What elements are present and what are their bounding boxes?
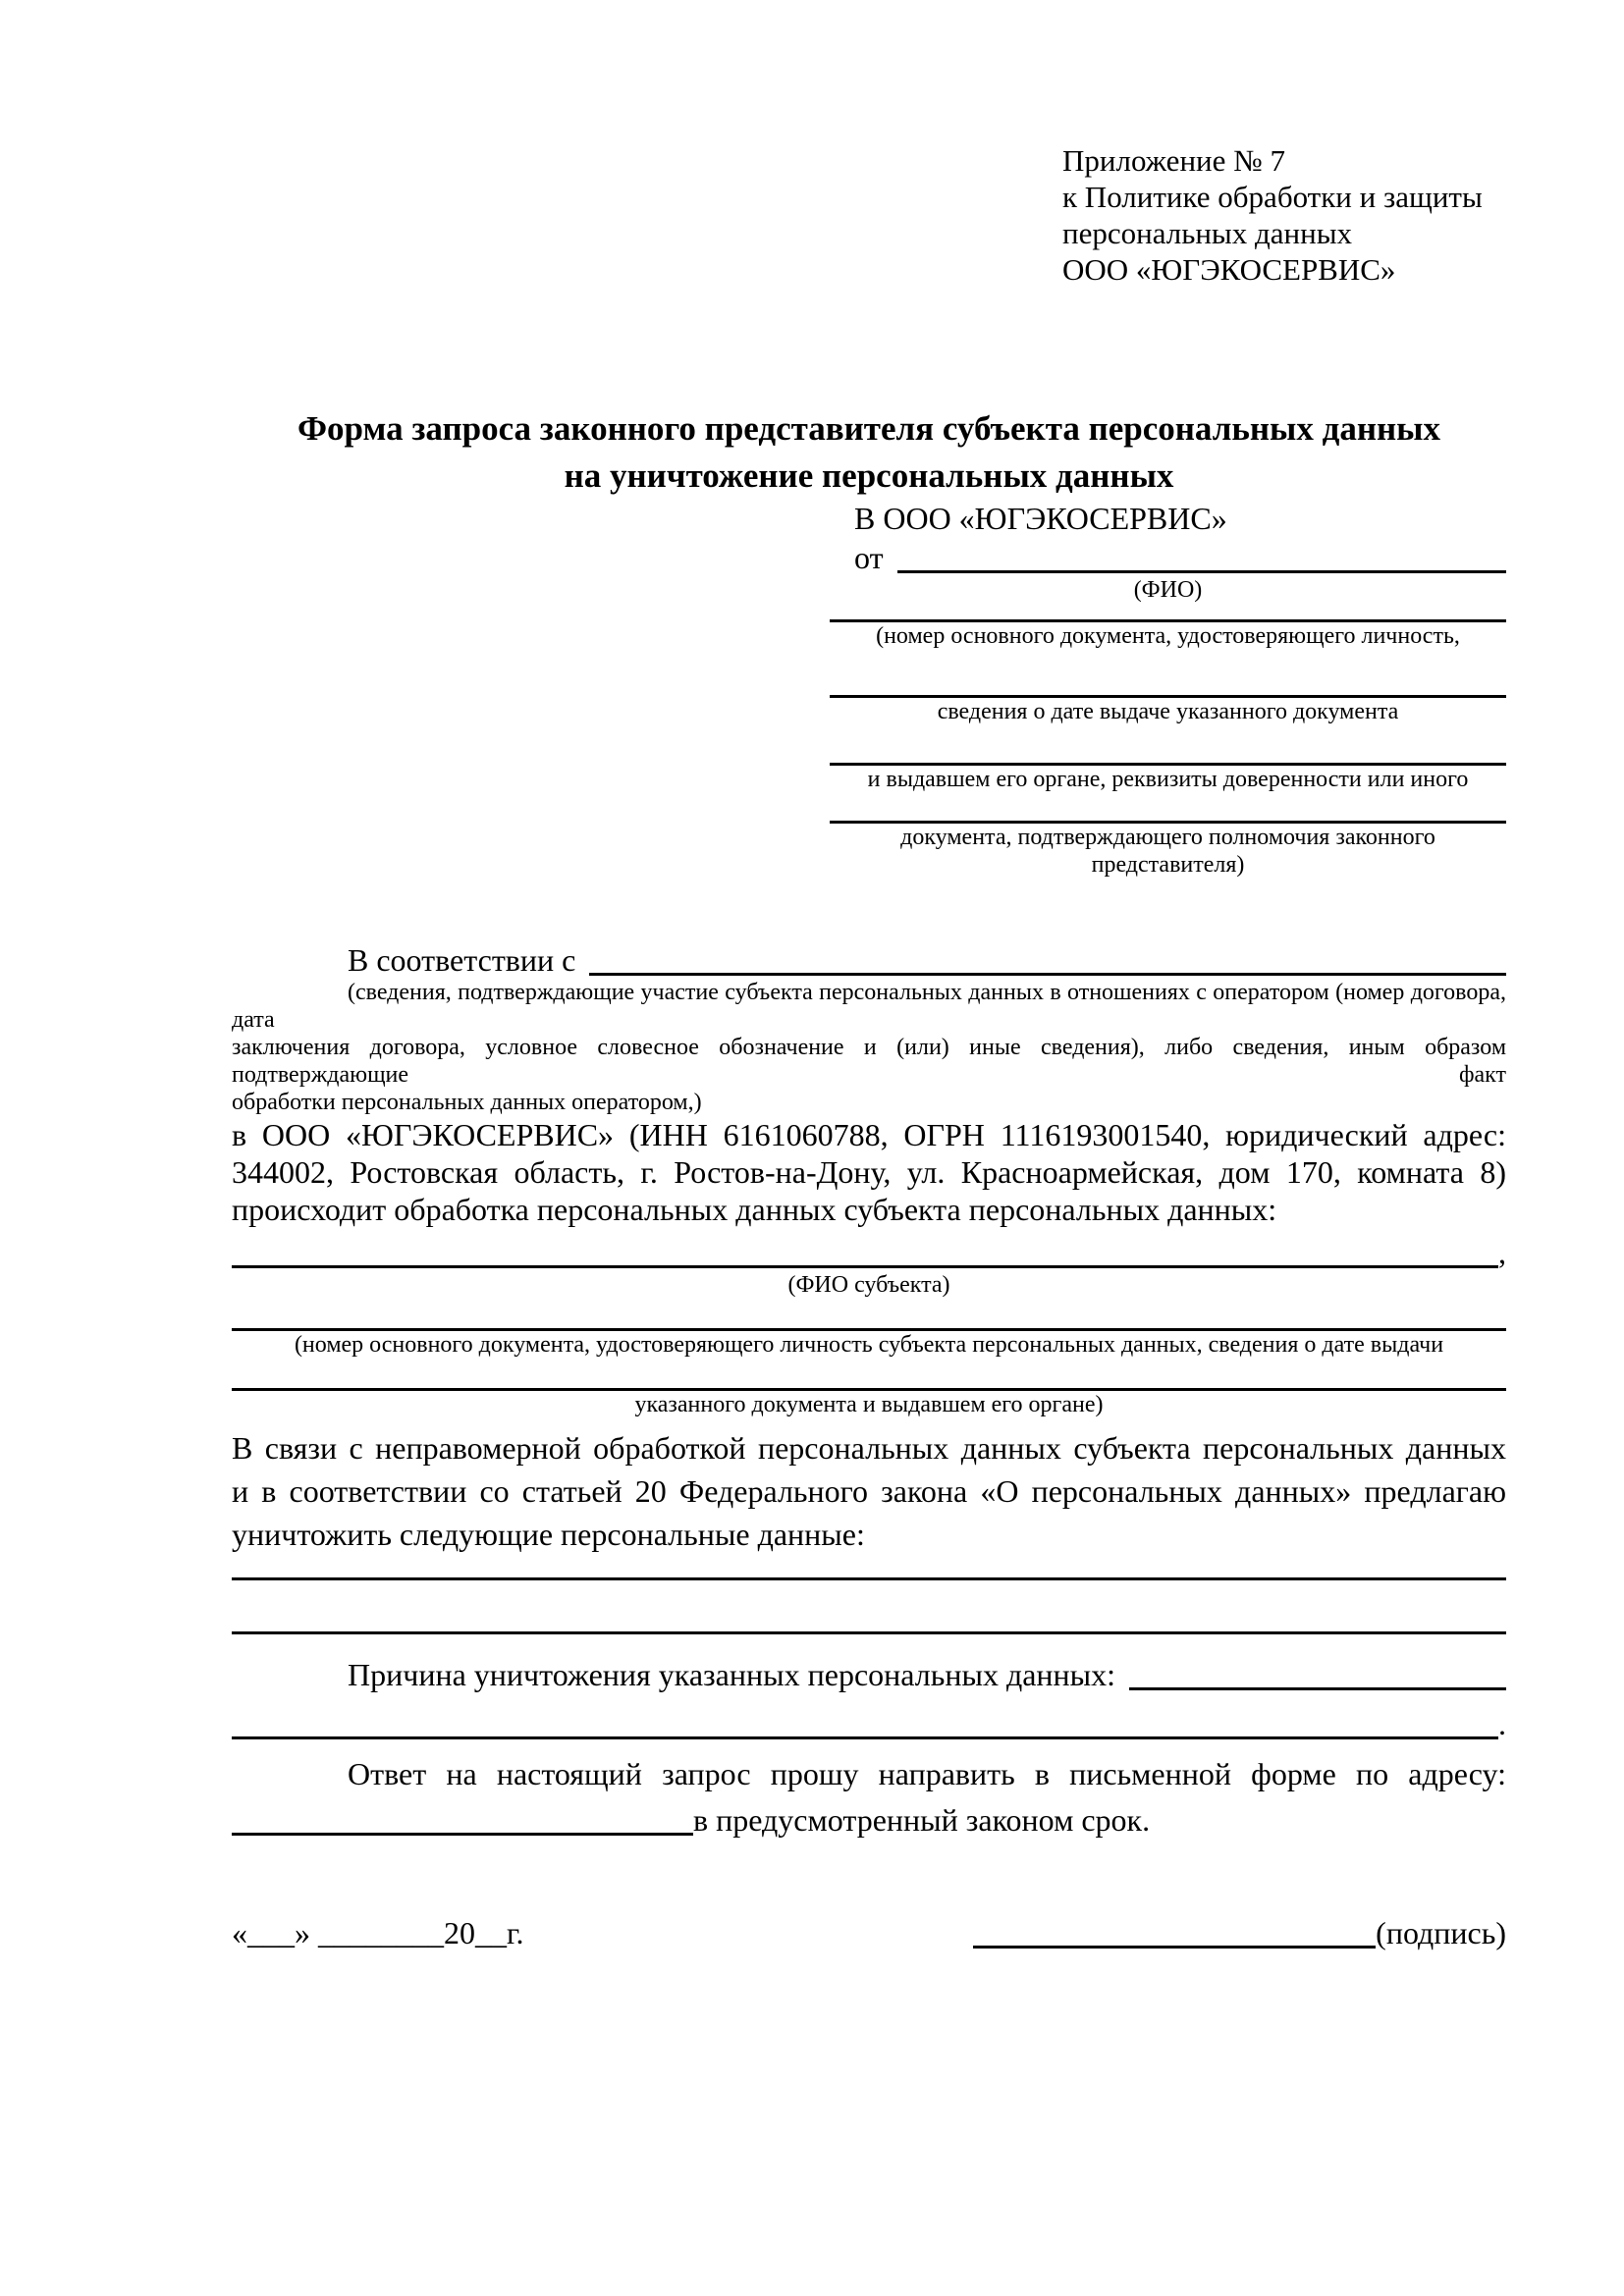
answer-tail: в предусмотренный законом срок. — [693, 1802, 1151, 1838]
blank-line-reason-2 — [232, 1736, 1498, 1739]
caption-line: заключения договора, условное словесное обозначение и (или) иные сведения), либо сведения, иным образом подтверждающие факт — [232, 1035, 1506, 1088]
blank-line-reason — [1129, 1687, 1506, 1690]
signature-caption: (подпись) — [1376, 1915, 1506, 1950]
footer-row — [232, 1915, 1506, 1951]
subject-document-caption-2: указанного документа и выдавшем его органе) — [634, 1392, 1104, 1417]
appendix-line: ООО «ЮГЭКОСЕРВИС» — [1062, 252, 1396, 287]
blank-line-data-to-destroy-1 — [232, 1577, 1506, 1580]
addressee-block — [830, 500, 1506, 879]
operator-paragraph — [232, 1116, 1506, 1228]
page-title-line-1: Форма запроса законного представителя субъекта персональных данных — [298, 409, 1440, 448]
blank-line-signature — [973, 1946, 1376, 1949]
blank-line-address — [232, 1833, 693, 1836]
blank-line-accordance — [589, 973, 1506, 976]
paragraph-line: уничтожить следующие персональные данные: — [232, 1517, 865, 1552]
blank-caption: и выдавшем его органе, реквизиты доверенности или иного — [867, 767, 1469, 792]
blank-caption: (номер основного документа, удостоверяющего личность, — [876, 623, 1460, 649]
blank-line-fio — [897, 570, 1506, 573]
page-title — [232, 405, 1506, 500]
subject-document-caption: (номер основного документа, удостоверяющего личность субъекта персональных данных, сведения о дате выдачи — [294, 1332, 1444, 1358]
fio-caption: (ФИО) — [1133, 577, 1203, 603]
body-line: происходит обработка персональных данных субъекта персональных данных: — [232, 1192, 1277, 1227]
appendix-block — [1062, 142, 1506, 288]
appendix-line: к Политике обработки и защиты — [1062, 180, 1483, 214]
from-label: от — [854, 540, 884, 575]
blank-line-data-to-destroy-2 — [232, 1631, 1506, 1634]
page-title-line-2: на уничтожение персональных данных — [564, 456, 1174, 495]
answer-sentence: Ответ на настоящий запрос прошу направить в письменной форме по адресу: — [348, 1756, 1506, 1791]
answer-address-row — [232, 1795, 1506, 1839]
caption-line: обработки персональных данных оператором,) — [232, 1090, 702, 1115]
paragraph-line: и в соответствии со статьей 20 Федерального закона «О персональных данных» предлагаю — [232, 1473, 1506, 1509]
accordance-row — [232, 939, 1506, 979]
appendix-line: персональных данных — [1062, 216, 1353, 250]
destruction-paragraph — [232, 1426, 1506, 1556]
body-line: 344002, Ростовская область, г. Ростов-на-Дону, ул. Красноармейская, дом 170, комната 8) — [232, 1154, 1506, 1190]
accordance-lead: В соответствии с — [348, 942, 576, 978]
subject-fio-row — [232, 1235, 1506, 1271]
blank-caption: документа, подтверждающего полномочия законного представителя) — [900, 825, 1435, 878]
addressee-organization: В ООО «ЮГЭКОСЕРВИС» — [854, 501, 1227, 536]
blank-caption: сведения о дате выдаче указанного документа — [937, 699, 1399, 724]
reason-row — [232, 1650, 1506, 1693]
paragraph-line: В связи с неправомерной обработкой персональных данных субъекта персональных данных — [232, 1430, 1506, 1466]
reason-label: Причина уничтожения указанных персональных данных: — [348, 1657, 1116, 1692]
signature-group — [973, 1915, 1506, 1951]
date-line: «___» ________20__г. — [232, 1915, 524, 1950]
caption-line: (сведения, подтверждающие участие субъекта персональных данных в отношениях с оператором (номер договора, дата — [232, 980, 1506, 1033]
accordance-caption-paragraph — [232, 979, 1506, 1116]
body-line: в ООО «ЮГЭКОСЕРВИС» (ИНН 6161060788, ОГРН 1116193001540, юридический адрес: — [232, 1117, 1506, 1152]
blank-line-subject-fio — [232, 1265, 1498, 1268]
trailing-period: . — [1498, 1706, 1506, 1741]
trailing-comma: , — [1498, 1235, 1506, 1270]
from-row — [854, 537, 1506, 576]
appendix-line: Приложение № 7 — [1062, 143, 1285, 178]
reason-continuation-row — [232, 1706, 1506, 1742]
subject-fio-caption: (ФИО субъекта) — [787, 1272, 950, 1298]
